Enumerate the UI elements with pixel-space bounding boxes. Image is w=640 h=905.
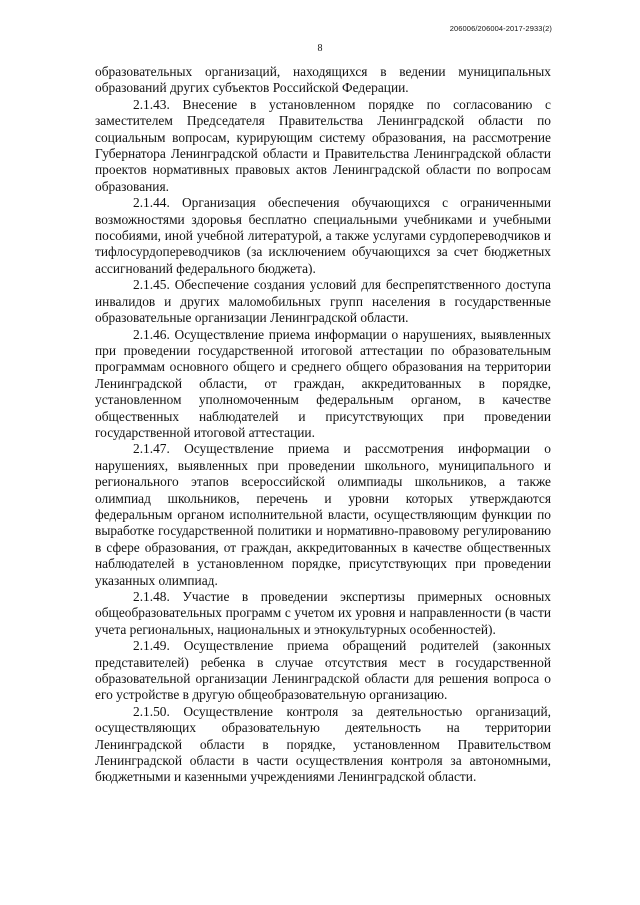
page-number: 8 <box>317 43 323 54</box>
paragraph-2-1-47: 2.1.47. Осуществление приема и рассмотрения информации о нарушениях, выявленных при проведении школьного, муниципального и регионального этапов всероссийской олимпиады школьников, а также олимпиад школьников, перечень и уровни которых утверждаются федеральным органом исполнительной власти, осуществляющим функции по выработке государственной политики и нормативно-правовому регулированию в сфере образования, от граждан, аккредитованных в качестве общественных наблюдателей в установленном порядке, присутствующих при проведении указанных олимпиад. <box>95 441 551 588</box>
paragraph-2-1-48: 2.1.48. Участие в проведении экспертизы примерных основных общеобразовательных программ с учетом их уровня и направленности (в части учета региональных, национальных и этнокультурных особенностей). <box>95 589 551 637</box>
paragraph-2-1-45: 2.1.45. Обеспечение создания условий для беспрепятственного доступа инвалидов и других маломобильных групп населения в государственные образовательные организации Ленинградской области. <box>95 277 551 326</box>
paragraph-continuation: образовательных организаций, находящихся в ведении муниципальных образований других субъектов Российской Федерации. <box>95 64 551 96</box>
document-body <box>95 64 551 786</box>
paragraph-2-1-43: 2.1.43. Внесение в установленном порядке по согласованию с заместителем Председателя Правительства Ленинградской области по социальным вопросам, курирующим систему образования, на рассмотрение Губернатора Ленинградской области и Правительства Ленинградской области проектов нормативных правовых актов Ленинградской области по вопросам образования. <box>95 96 551 194</box>
document-number: 206006/206004-2017-2933(2) <box>449 24 552 33</box>
paragraph-2-1-46: 2.1.46. Осуществление приема информации о нарушениях, выявленных при проведении государственной итоговой аттестации по образовательным программам основного общего и среднего общего образования на территории Ленинградской области, от граждан, аккредитованных в порядке, установленном уполномоченным федеральным органом, в качестве общественных наблюдателей и присутствующих при проведении государственной итоговой аттестации. <box>95 326 551 440</box>
paragraph-2-1-49: 2.1.49. Осуществление приема обращений родителей (законных представителей) ребенка в случае отсутствия мест в государственной образовательной организации Ленинградской области для решения вопроса о его устройстве в другую общеобразовательную организацию. <box>95 638 551 703</box>
paragraph-2-1-50: 2.1.50. Осуществление контроля за деятельностью организаций, осуществляющих образовательную деятельность на территории Ленинградской области в порядке, установленном Правительством Ленинградской области в части осуществления контроля за автономными, бюджетными и казенными учреждениями Ленинградской области. <box>95 703 551 785</box>
paragraph-2-1-44: 2.1.44. Организация обеспечения обучающихся с ограниченными возможностями здоровья бесплатно специальными учебниками и учебными пособиями, иной учебной литературой, а также услугами сурдопереводчиков и тифлосурдопереводчиков (за исключением обучающихся за счет бюджетных ассигнований федерального бюджета). <box>95 195 551 276</box>
